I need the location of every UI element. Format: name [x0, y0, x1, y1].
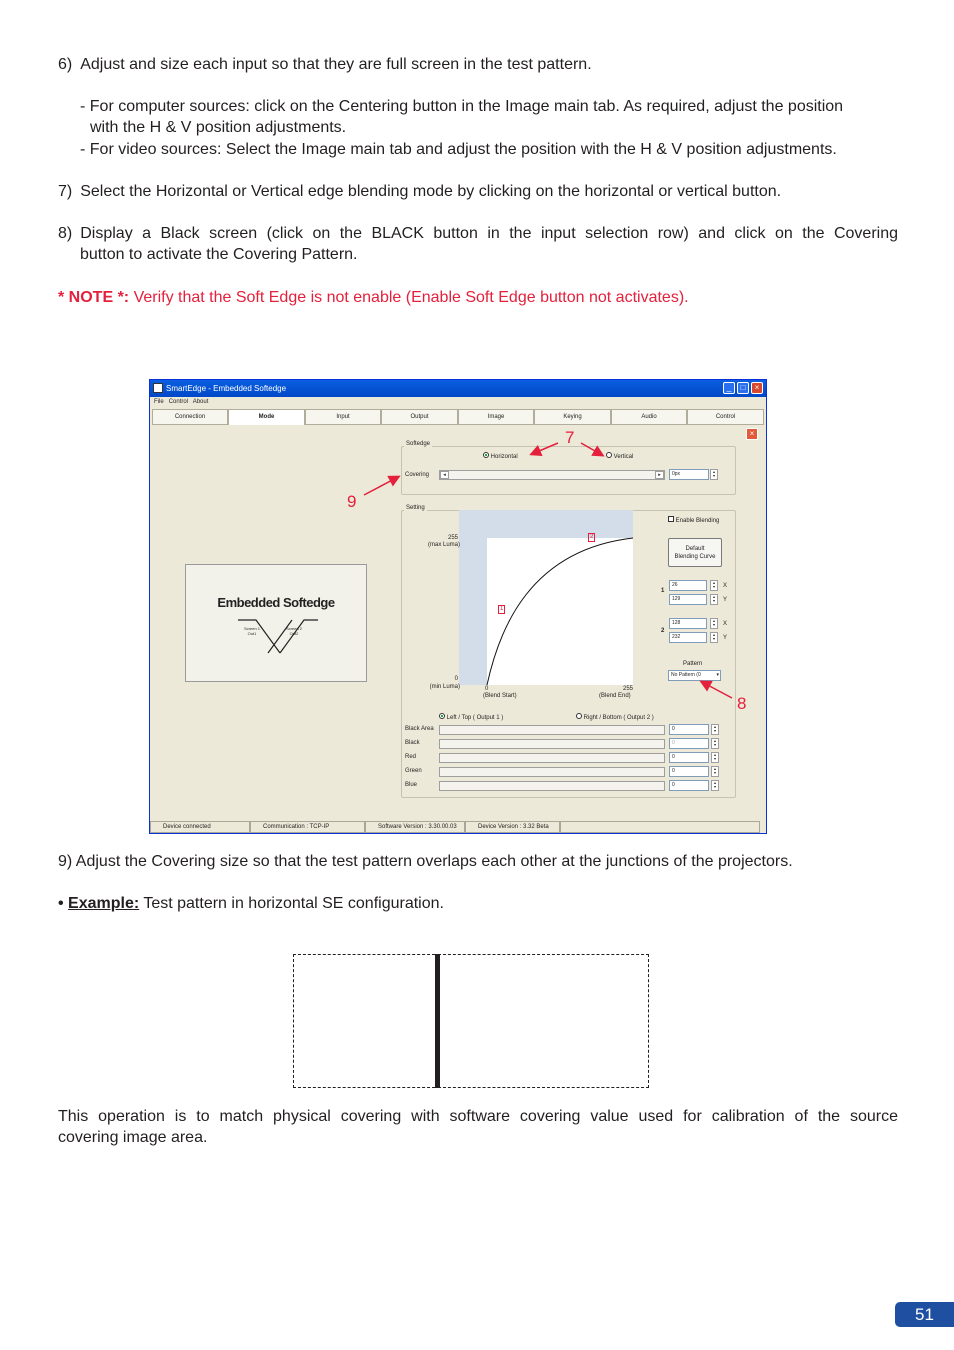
step-9: 9) Adjust the Covering size so that the test pattern overlaps each other at the junctions of the projectors. [58, 853, 793, 870]
maximize-icon[interactable]: □ [737, 382, 749, 394]
minimize-icon[interactable]: _ [723, 382, 735, 394]
pattern-overlap-line [435, 954, 440, 1088]
tab-keying[interactable]: Keying [534, 409, 611, 425]
menu-about[interactable]: About [192, 399, 209, 405]
x-max: 255 [623, 686, 634, 692]
slider-track[interactable] [439, 739, 665, 749]
covering-label: Covering [405, 472, 430, 478]
tab-image[interactable]: Image [458, 409, 534, 425]
tab-mode[interactable]: Mode [228, 409, 305, 425]
y-min-note: (min Luma) [429, 684, 460, 690]
output-1-radio[interactable]: Left / Top ( Output 1 ) [439, 713, 503, 722]
slider-row-black [405, 738, 730, 752]
slider-value[interactable]: 0 [669, 780, 709, 791]
slider-label: Blue [405, 782, 418, 788]
pattern-right-screen [438, 954, 649, 1088]
point-2-x-spin[interactable]: ▴ ▾ [710, 618, 718, 629]
example-line: • Example: Test pattern in horizontal SE configuration. [58, 895, 444, 912]
enable-blending-checkbox[interactable]: Enable Blending [668, 516, 719, 525]
slider-track[interactable] [439, 725, 665, 735]
tab-audio[interactable]: Audio [611, 409, 687, 425]
note-label: * NOTE *: [58, 289, 130, 306]
status-communication: Communication : TCP-IP [250, 821, 365, 833]
slider-row-red [405, 752, 730, 766]
note [58, 287, 898, 308]
slider-value[interactable]: 0 [669, 752, 709, 763]
panel-close-icon[interactable]: × [746, 428, 758, 440]
slider-row-blue [405, 780, 730, 794]
slider-value[interactable]: 0 [669, 724, 709, 735]
slider-spin[interactable]: ▴ ▾ [711, 780, 719, 791]
status-connection: Device connected [150, 821, 250, 833]
point-1-y[interactable]: 129 [669, 594, 707, 605]
scroll-right-icon[interactable]: ▸ [655, 471, 664, 479]
callout-7: 7 [565, 428, 575, 447]
status-bar [150, 821, 766, 833]
point-2-y[interactable]: 232 [669, 632, 707, 643]
slider-row-black-area [405, 724, 730, 738]
point-1-x-spin[interactable]: ▴ ▾ [710, 580, 718, 591]
slider-spin[interactable]: ▴ ▾ [711, 752, 719, 763]
x-label-2: X [723, 621, 728, 627]
callout-8: 8 [737, 694, 747, 713]
softedge-label: Softedge [406, 441, 431, 447]
main-tabs [152, 409, 764, 425]
slider-value[interactable]: 0 [669, 738, 709, 749]
x-min-note: (Blend Start) [483, 693, 517, 699]
status-software-version: Software Version : 3.30.00.03 [365, 821, 465, 833]
slider-spin[interactable]: ▴ ▾ [711, 766, 719, 777]
point-1-label: 1 [661, 588, 665, 594]
step-6-video: - For video sources: Select the Image main tab and adjust the position with the H & V position adjustments. [80, 141, 837, 158]
setting-label: Setting [406, 505, 425, 511]
pattern-left-screen [293, 954, 440, 1088]
logo-text: Embedded Softedge [217, 595, 335, 610]
step-8-cont: button to activate the Covering Pattern. [80, 246, 358, 263]
x-max-note: (Blend End) [599, 693, 631, 699]
covering-value[interactable]: 0px [669, 469, 709, 480]
point-2-x[interactable]: 128 [669, 618, 707, 629]
horizontal-radio[interactable]: Horizontal [483, 452, 518, 461]
point-1-y-spin[interactable]: ▴ ▾ [710, 594, 718, 605]
menu-bar [150, 397, 766, 408]
covering-spin[interactable]: ▴ ▾ [710, 469, 718, 480]
y-max-note: (max Luma) [427, 542, 460, 548]
point-1-x[interactable]: 26 [669, 580, 707, 591]
final-paragraph: This operation is to match physical covering with software covering value used for calibration of the source [58, 1108, 898, 1125]
y-label-1: Y [723, 597, 728, 603]
slider-track[interactable] [439, 781, 665, 791]
callout-9: 9 [347, 492, 357, 511]
y-min: 0 [454, 676, 458, 682]
step-8: 8) Display a Black screen (click on the BLACK button in the input selection row) and click on the Covering [58, 225, 898, 242]
logo-screen-2: Screen 2 Out2 [286, 626, 303, 636]
window-title: SmartEdge - Embedded Softedge [166, 384, 287, 393]
status-device-version: Device Version : 3.32 Beta [465, 821, 560, 833]
tab-output[interactable]: Output [381, 409, 458, 425]
slider-label: Green [405, 768, 422, 774]
callout-arrows [340, 425, 760, 715]
final-paragraph-cont: covering image area. [58, 1129, 208, 1146]
slider-label: Red [405, 754, 417, 760]
example-text: Test pattern in horizontal SE configuration. [139, 895, 444, 912]
point-2-y-spin[interactable]: ▴ ▾ [710, 632, 718, 643]
step-6: 6) Adjust and size each input so that they are full screen in the test pattern. [58, 56, 592, 73]
logo-screen-1: Screen 1 Out1 [244, 626, 261, 636]
example-label: Example: [68, 895, 140, 912]
tab-control[interactable]: Control [687, 409, 764, 425]
point-2-label: 2 [661, 628, 665, 634]
step-6-computer: - For computer sources: click on the Centering button in the Image main tab. As required, adjust the position [80, 98, 844, 115]
title-bar [150, 380, 766, 397]
vertical-radio[interactable]: Vertical [606, 452, 633, 461]
tab-connection[interactable]: Connection [152, 409, 228, 425]
y-label-2: Y [723, 635, 728, 641]
default-blending-curve-button[interactable]: Default Blending Curve [668, 538, 722, 567]
dropdown-arrow-icon: ▾ [716, 672, 719, 678]
color-sliders [405, 724, 730, 796]
step-6-computer-cont: with the H & V position adjustments. [90, 119, 347, 136]
slider-label: Black [405, 740, 420, 746]
y-max: 255 [447, 535, 458, 541]
slider-value[interactable]: 0 [669, 766, 709, 777]
status-empty [560, 821, 760, 833]
x-label-1: X [723, 583, 728, 589]
marker-1[interactable]: 1 [500, 606, 504, 612]
page-number: 51 [895, 1302, 954, 1327]
slider-track[interactable] [439, 767, 665, 777]
menu-file[interactable]: File [154, 399, 164, 405]
output-2-radio[interactable]: Right / Bottom ( Output 2 ) [576, 713, 654, 722]
app-icon [153, 383, 163, 393]
slider-label: Black Area [405, 726, 434, 732]
note-text: Verify that the Soft Edge is not enable (Enable Soft Edge button not activates). [129, 289, 689, 306]
menu-control[interactable]: Control [168, 399, 189, 405]
slider-track[interactable] [439, 753, 665, 763]
slider-spin[interactable]: ▴ ▾ [711, 724, 719, 735]
x-min: 0 [485, 686, 489, 692]
scroll-left-icon[interactable]: ◂ [440, 471, 449, 479]
pattern-select[interactable]: No Pattern (0 ▾ [668, 670, 721, 681]
pattern-label: Pattern [683, 661, 703, 667]
close-icon[interactable]: × [751, 382, 763, 394]
tab-input[interactable]: Input [305, 409, 381, 425]
slider-row-green [405, 766, 730, 780]
slider-spin[interactable]: ▴ ▾ [711, 738, 719, 749]
step-7: 7) Select the Horizontal or Vertical edge blending mode by clicking on the horizontal or vertical button. [58, 183, 782, 200]
marker-2[interactable]: 2 [590, 534, 594, 540]
